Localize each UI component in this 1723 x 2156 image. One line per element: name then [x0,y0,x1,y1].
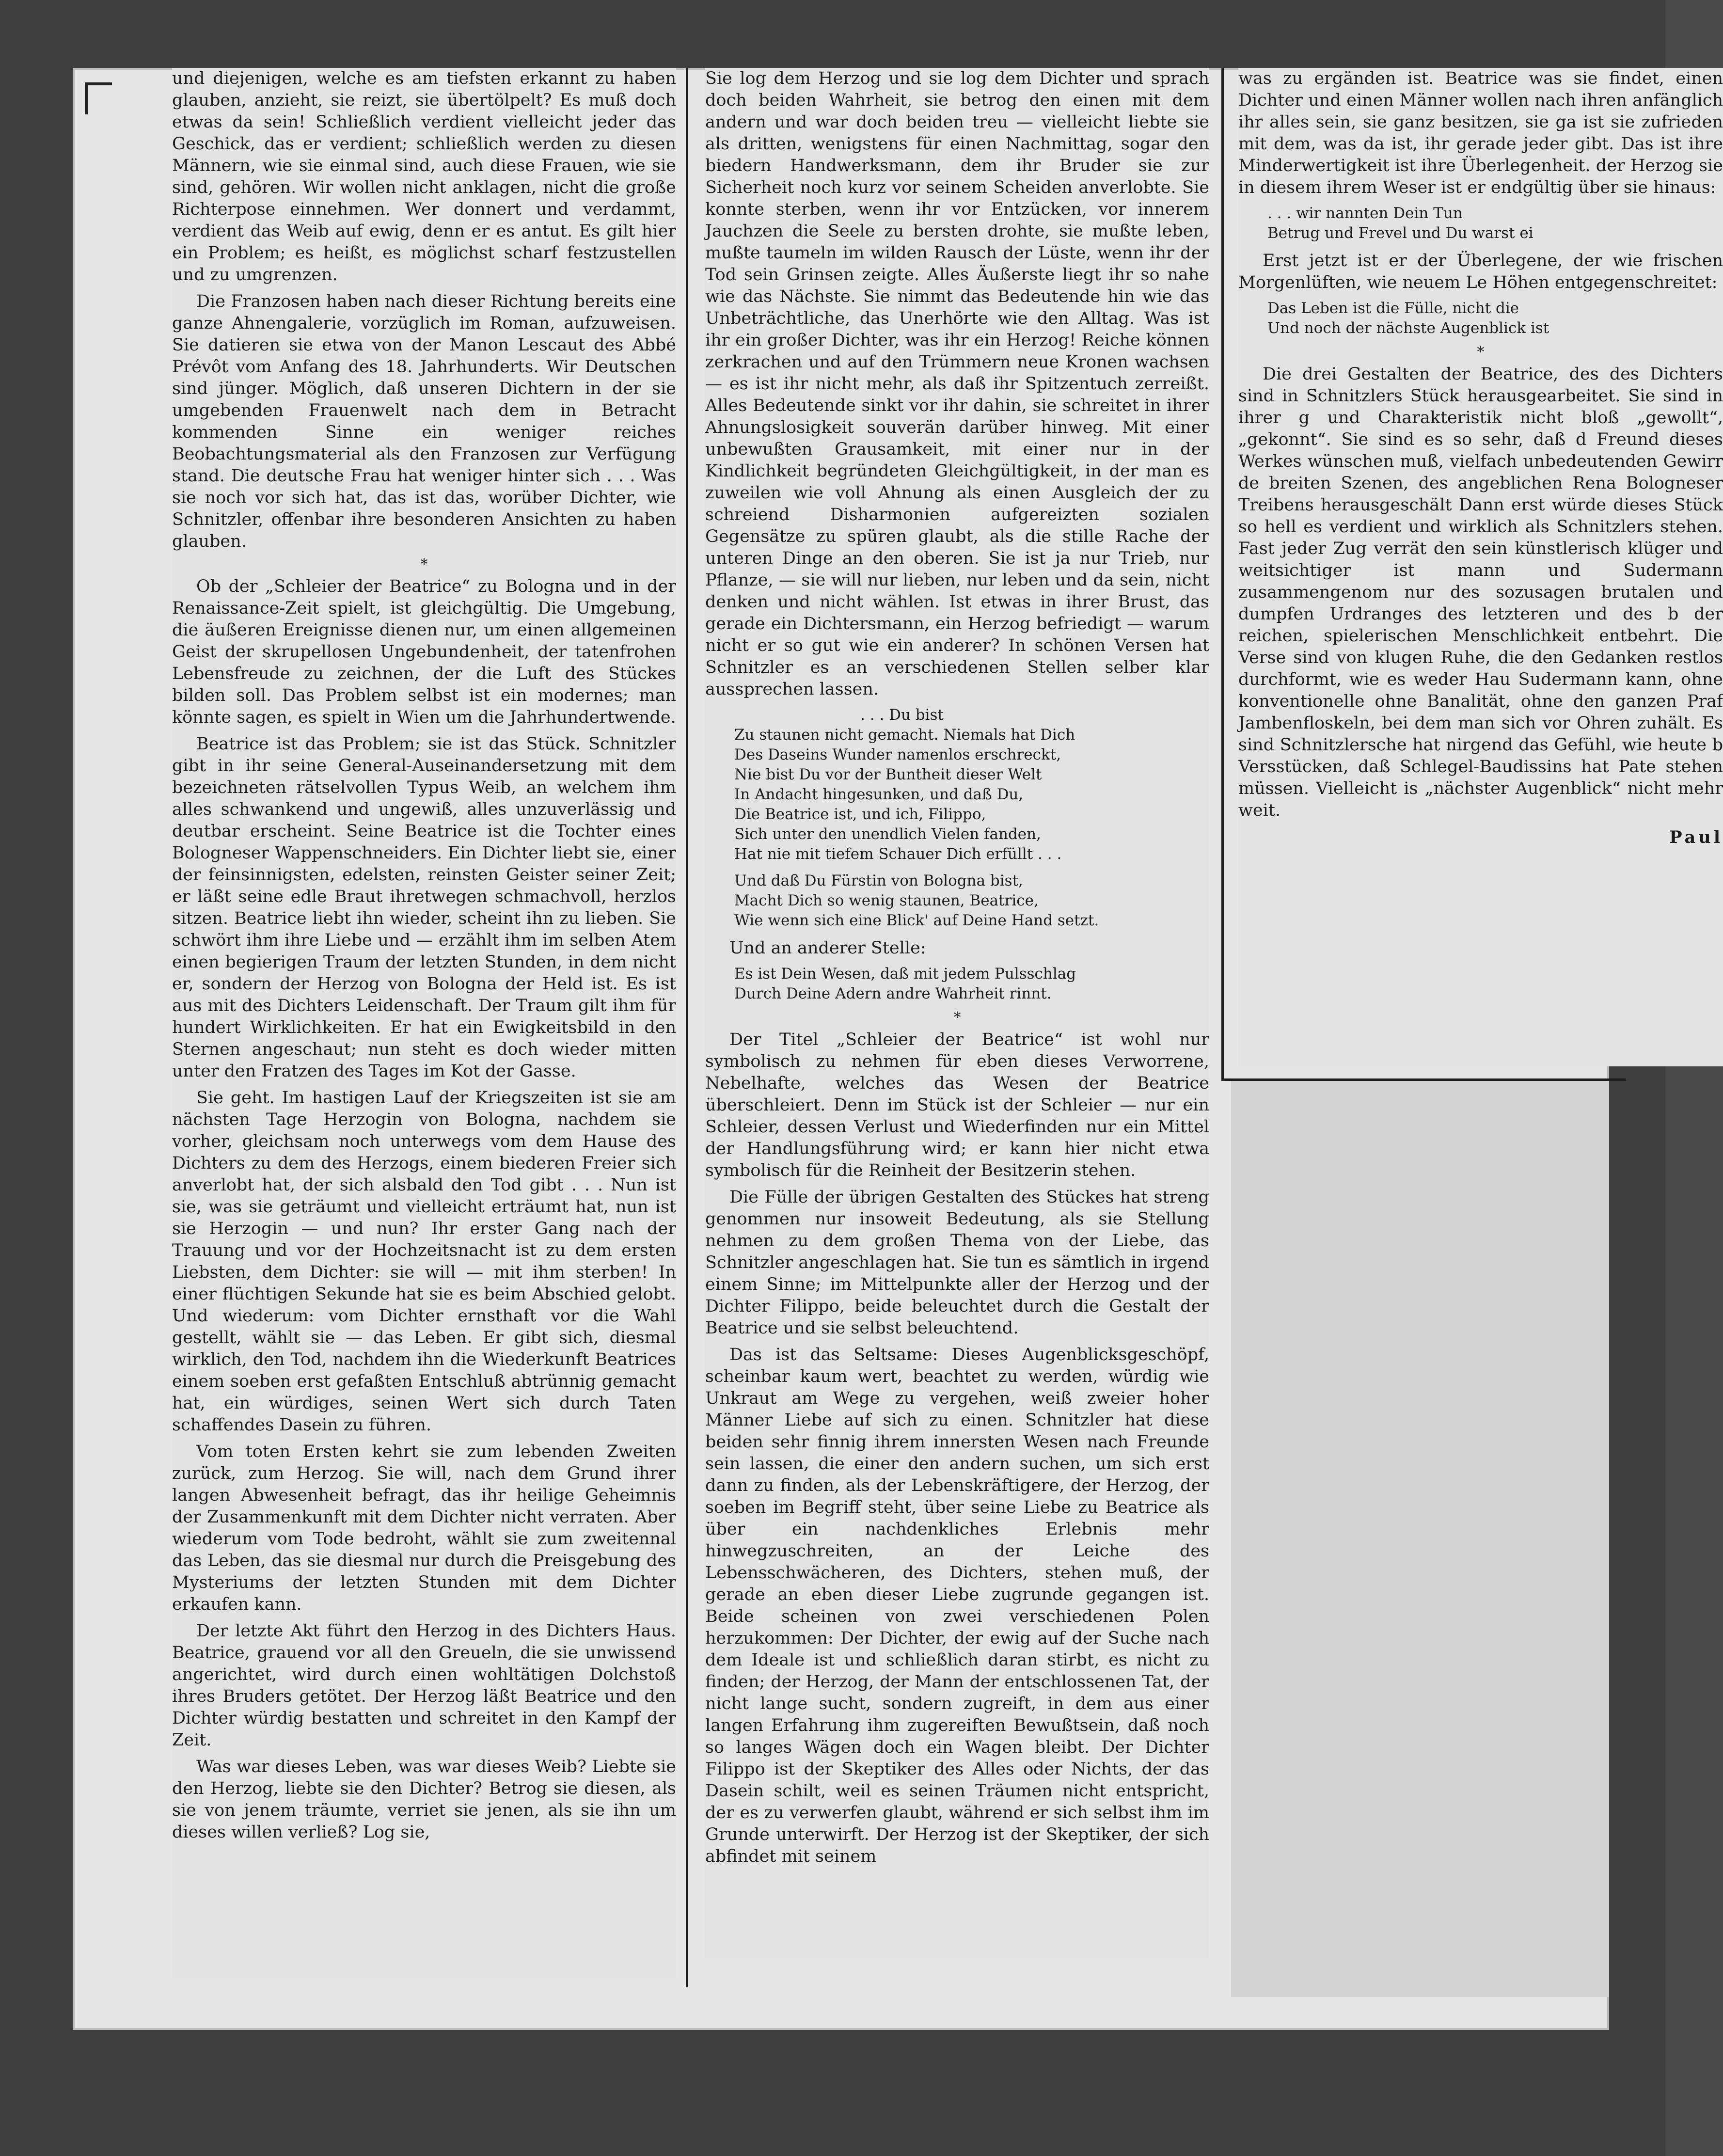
text-column-1 [172,68,676,1978]
verse-line: In Andacht hingesunken, und daß Du, [734,786,1024,803]
verse-line: Wie wenn sich eine Blick' auf Deine Hand setzt. [734,912,1099,929]
section-separator: * [1477,344,1485,361]
column-rule-right [1221,68,1224,1081]
column-rule-left [686,68,688,1987]
verse-line: Hat nie mit tiefem Schauer Dich erfüllt . . . [734,845,1062,863]
verse-line: Durch Deine Adern andre Wahrheit rinnt. [734,985,1052,1002]
newspaper-clipping [167,68,1723,2007]
verse-line: Zu staunen nicht gemacht. Niemals hat Dich [734,726,1075,744]
verse-line: Macht Dich so wenig staunen, Beatrice, [734,892,1039,909]
verse-line: Und daß Du Fürstin von Bologna bist, [734,872,1023,889]
section-separator: * [420,556,428,573]
paragraph: und diejenigen, welche es am tiefsten erkannt zu haben glauben, anzieht, sie reizt, sie übertölpelt? Es muß doch etwas da sein! Schließlich verdient vielleicht jeder das Geschick, das er verdient; schließlich werden zu diesen Männern, wie sie einmal sind, auch diese Frauen, wie sie sind, gehören. Wir wollen nicht anklagen, nicht die große Richterpose einnehmen. Wer donnert und verdammt, verdient das Weib auf ewig, denn er es antut. Es gilt hier ein Problem; es heißt, es möglichst scharf festzustellen und zu umgrenzen. [172,69,676,285]
verse-line: Und noch der nächste Augenblick ist [1267,319,1549,337]
verse-line: Es ist Dein Wesen, daß mit jedem Pulsschlag [734,965,1076,983]
paragraph: Ob der „Schleier der Beatrice“ zu Bologna und in der Renaissance-Zeit spielt, ist gleichgültig. Die Umgebung, die äußeren Ereignisse dienen nur, um einen allgemeinen Geist der skrupellosen Ungebundenheit, der tatenfrohen Lebensfreude zu zeichnen, der die Luft des Stückes bilden soll. Das Problem selbst ist ein modernes; man könnte sagen, es spielt in Wien um die Jahrhundertwende. [172,577,676,727]
paragraph: Das ist das Seltsame: Dieses Augenblicksgeschöpf, scheinbar kaum wert, beachtet zu werden, würdig wie Unkraut am Wege zu vergehen, weiß zweier hoher Männer Liebe auf sich zu einen. Schnitzler hat diese beiden sehr finnig ihrem innersten Wesen nach Freunde sein lassen, die einer den andern suchen, um sich erst dann zu finden, als der Lebenskräftigere, der Herzog, der soeben im Begriff steht, über seine Liebe zu Beatrice als über ein nachdenkliches Erlebnis mehr hinwegzuschreiten, an der Leiche des Lebensschwächeren, des Dichters, stehen muß, der gerade an eben dieser Liebe zugrunde gegangen ist. Beide scheinen von zwei verschiedenen Polen herzukommen: Der Dichter, der ewig auf der Suche nach dem Ideale ist und schließlich daran stirbt, es nicht zu finden; der Herzog, der Mann der entschlossenen Tat, der nicht lange sucht, sondern zugreift, in dem aus einer langen Erfahrung ihm zugereiften Bewußtsein, daß noch so langes Wägen doch ein Wagen bleibt. Der Dichter Filippo ist der Skeptiker des Alles oder Nichts, der das Dasein schilt, weil es seinen Träumen nicht entspricht, der es zu verwerfen glaubt, während er sich selbst ihm im Grunde unterwirft. Der Herzog ist der Skeptiker, der sich abfindet mit seinem [705,1345,1209,1866]
text-column-2 [705,68,1209,1958]
verse-quote [1267,299,1723,338]
paragraph: Der Titel „Schleier der Beatrice“ ist wohl nur symbolisch zu nehmen für eben dieses Verworrene, Nebelhafte, welches das Wesen der Beatrice überschleiert. Denn im Stück ist der Schleier — nur ein Schleier, dessen Verlust und Wiederfinden nur ein Mittel der Handlungsführung wird; er kann hier nicht etwa symbolisch für die Reinheit der Besitzerin stehen. [705,1030,1209,1180]
crop-corner-mark [85,82,112,114]
verse-line: Die Beatrice ist, und ich, Filippo, [734,806,986,823]
text-column-3 [1238,68,1723,1066]
verse-intro: Und an anderer Stelle: [729,938,926,958]
verse-line: Nie bist Du vor der Buntheit dieser Welt [734,766,1042,783]
verse-quote [1267,204,1723,243]
paragraph: Die Fülle der übrigen Gestalten des Stückes hat streng genommen nur insoweit Bedeutung, als sie Stellung nehmen zu dem großen Thema von der Liebe, das Schnitzler angeschlagen hat. Sie tun es sämtlich in irgend einem Sinne; im Mittelpunkte aller der Herzog und der Dichter Filippo, beide beleuchtet durch die Gestalt der Beatrice und sie selbst beleuchtend. [705,1188,1209,1338]
paragraph: Vom toten Ersten kehrt sie zum lebenden Zweiten zurück, zum Herzog. Sie will, nach dem Grund ihrer langen Abwesenheit befragt, das ihr heilige Geheimnis der Zusammenkunft mit dem Dichter nicht verraten. Aber wiederum vom Tode bedroht, wählt sie zum zweitennal das Leben, das sie diesmal nur durch die Preisgebung des Mysteriums der letzten Stunden mit dem Dichter erkaufen kann. [172,1442,676,1614]
verse-line: Des Daseins Wunder namenlos erschreckt, [734,746,1061,763]
verse-line: . . . wir nannten Dein Tun [1267,205,1463,222]
verse-line: Das Leben ist die Fülle, nicht die [1267,300,1519,317]
author-signature: Paul [1669,827,1723,847]
verse-quote [734,705,1209,931]
paragraph: was zu ergänden ist. Beatrice was sie findet, einen Dichter und einen Männer wollen nach ihren anfänglich ihr alles sein, sie ganz besitzen, sie ga ist sie zufrieden mit dem, was da ist, ihr gerade jeder gibt. Das ist ihre Minderwertigkeit ist ihre Überlegenheit. der Herzog sie in diesem ihrem Weser ist er endgültig über sie hinaus: [1238,69,1723,197]
paragraph: Was war dieses Leben, was war dieses Weib? Liebte sie den Herzog, liebte sie den Dichter? Betrog sie diesen, als sie von jenem träumte, verriet sie jenen, als sie ihn um dieses willen verließ? Log sie, [172,1757,676,1842]
paragraph: Die Franzosen haben nach dieser Richtung bereits eine ganze Ahnengalerie, vorzüglich im Roman, aufzuweisen. Sie datieren sie etwa von der Manon Lescaut des Abbé Prévôt vom Anfang des 18. Jahrhunderts. Wir Deutschen sind jünger. Möglich, daß unseren Dichtern in der sie umgebenden Frauenwelt nach dem in Betracht kommenden Sinne ein weniger reiches Beobachtungsmaterial als den Franzosen zur Verfügung stand. Die deutsche Frau hat weniger hinter sich . . . Was sie noch vor sich hat, das ist das, worüber Dichter, wie Schnitzler, offenbar ihre besonderen Ansichten zu haben glauben. [172,292,676,551]
bottom-rule-right [1224,1078,1626,1081]
paragraph: Sie geht. Im hastigen Lauf der Kriegszeiten ist sie am nächsten Tage Herzogin von Bologna, nachdem sie vorher, gleichsam noch unterwegs vom dem Hause des Dichters zu dem des Herzogs, einem biederen Freier sich anverlobt hat, der sich alsbald den Tod gibt . . . Nun ist sie, was sie geträumt und vielleicht erträumt hat, nun ist sie Herzogin — und nun? Ihr erster Gang nach der Trauung und vor der Hochzeitsnacht ist zu dem ersten Liebsten, dem Dichter: sie will — mit ihm sterben! In einer flüchtigen Sekunde hat sie es beim Abschied gelobt. Und wiederum: vom Dichter ernsthaft vor die Wahl gestellt, wählt sie — das Leben. Er gibt sich, diesmal wirklich, den Tod, nachdem ihn die Wiederkunft Beatrices einem soeben erst gefaßten Entschluß abtrünnig gemacht hat, ein würdiges, seinen Wert sich durch Taten schaffendes Dasein zu führen. [172,1088,676,1435]
paragraph: Die drei Gestalten der Beatrice, des des Dichters sind in Schnitzlers Stück herausgearbeitet. Sie sind in ihrer g und Charakteristik nicht bloß „gewollt“, „gekonnt“. Sie sind es so sehr, daß d Freund dieses Werkes wünschen muß, vielfach unbedeutenden Gewirr de breiten Szenen, des angeblichen Rena Bologneser Treibens herausgeschält Dann erst würde dieses Stück so hell es verdient und wirklich als Schnitzlers stehen. Fast jeder Zug verrät den sein künstlerisch klüger und weitsichtiger ist mann und Sudermann zusammengenom nur des sozusagen brutalen und dumpfen Urdranges des letzteren und des b der reichen, spielerischen Menschlichkeit entbehrt. Die Verse sind von klugen Ruhe, die den Gedanken restlos durchformt, wie es weder Hau Sudermann kann, ohne konventionelle ohne Banalität, ohne den ganzen Praf Jambenfloskeln, bei dem man sich vor Ohren zuhält. Es sind Schnitzlersche hat nirgend das Gefühl, wie heute b Versstücken, daß Schlegel-Baudissins hat Pate stehen müssen. Vielleicht is „nächster Augenblick“ nicht mehr weit. [1238,365,1723,820]
section-separator: * [953,1009,961,1026]
verse-line: . . . Du bist [860,706,944,724]
paragraph: Beatrice ist das Problem; sie ist das Stück. Schnitzler gibt in ihr seine General-Auseinandersetzung mit dem bezeichneten rätselvollen Typus Weib, an welchem ihm alles schwankend und ungewiß, alles unzuverlässig und deutbar erscheint. Seine Beatrice ist die Tochter eines Bologneser Wappenschneiders. Ein Dichter liebt sie, einer der feinsinnigsten, edelsten, reinsten Geister seiner Zeit; er läßt seine edle Braut ihretwegen schmachvoll, herzlos sitzen. Beatrice liebt ihn wieder, scheint ihn zu lieben. Sie schwört ihm ihre Liebe und — erzählt ihm im selben Atem einen begierigen Traum der letzten Stunden, in dem nicht er, sondern der Herzog von Bologna der Held ist. Es ist aus mit des Dichters Leidenschaft. Der Traum gilt ihm für hundert Wirklichkeiten. Er hat ein Ewigkeitsbild in den Sternen angeschaut; nun steht es doch wieder mitten unter den Fratzen des Tages im Kot der Gasse. [172,734,676,1081]
paragraph: Sie log dem Herzog und sie log dem Dichter und sprach doch beiden Wahrheit, sie betrog den einen mit dem andern und war doch beiden treu — vielleicht liebte sie als dritten, wenigstens für einen Nachmittag, sogar den biedern Handwerksmann, dem ihr Bruder sie zur Sicherheit noch kurz vor seinem Scheiden anverlobte. Sie konnte sterben, wenn ihr vor Entzücken, vor innerem Jauchzen die Seele zu bersten drohte, sie mußte leben, mußte taumeln im wilden Rausch der Lüste, wenn ihr der Tod sein Grinsen zeigte. Alles Äußerste liegt ihr so nahe wie das Nächste. Sie nimmt das Bedeutende hin wie das Unbeträchtliche, das Unerhörte wie den Alltag. Was ist ihr ein großer Dichter, was ihr ein Herzog! Reiche können zerkrachen und auf den Trümmern neue Kronen wachsen — es ist ihr nicht mehr, als daß ihr Spitzentuch zerreißt. Alles Bedeutende sinkt vor ihr dahin, sie schreitet in ihrer Ahnungslosigkeit souverän darüber hinweg. Mit einer unbewußten Grausamkeit, mit einer nur in der Kindlichkeit begründeten Gleichgültigkeit, in der man es zuweilen wie voll Ahnung als einen Ausgleich der zu schreiend Disharmonien aufgereizten sozialen Gegensätze zu spüren glaubt, als die stille Rache der unteren Dinge an den oberen. Sie ist ja nur Trieb, nur Pflanze, — sie will nur lieben, nur leben und da sein, nicht denken und nicht wählen. Ist etwas in ihrer Brust, das gerade ein Dichtersmann, ein Herzog befriedigt — warum nicht er so gut wie ein anderer? In schönen Versen hat Schnitzler es an verschiedenen Stellen selber klar aussprechen lassen. [705,69,1209,699]
verse-line: Sich unter den unendlich Vielen fanden, [734,825,1041,843]
verse-quote [734,964,1209,1004]
paragraph: Erst jetzt ist er der Überlegene, der wie frischen Morgenlüften, wie neuem Le Höhen entgegenschreitet: [1238,251,1723,292]
paragraph: Der letzte Akt führt den Herzog in des Dichters Haus. Beatrice, grauend vor all den Greueln, die sie unwissend angerichtet, wird durch einen wohltätigen Dolchstoß ihres Bruders getötet. Der Herzog läßt Beatrice und den Dichter würdig bestatten und schreitet in den Kampf der Zeit. [172,1621,676,1750]
verse-line: Betrug und Frevel und Du warst ei [1267,224,1533,242]
